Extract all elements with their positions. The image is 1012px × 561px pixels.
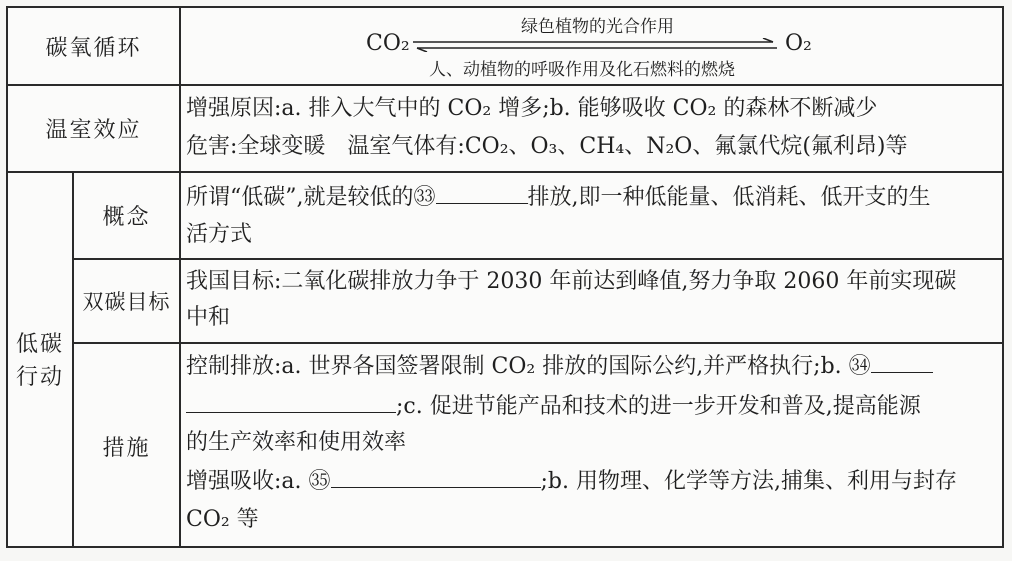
cycle-equation — [181, 8, 1004, 84]
blank-33[interactable] — [436, 183, 528, 204]
greenhouse-cause: 增强原因:a. 排入大气中的 CO₂ 增多;b. 能够吸收 CO₂ 的森林不断减少 — [186, 96, 878, 121]
col-divider-main — [179, 6, 181, 548]
blank-34[interactable] — [186, 392, 396, 413]
row-divider-4 — [72, 342, 1004, 344]
text-segment: 增强吸收:a. ㉟ — [186, 469, 331, 494]
label-text: 温室效应 — [45, 118, 142, 143]
measures-line4 — [186, 467, 957, 497]
row-label-greenhouse — [8, 86, 179, 171]
row-label-low-carbon — [8, 173, 72, 548]
label-text-line1: 低碳 — [15, 331, 64, 357]
sub-label-dual-carbon — [74, 260, 179, 342]
cycle-top-caption: 绿色植物的光合作用 — [521, 17, 674, 37]
row-label-carbon-cycle — [8, 8, 179, 84]
dual-carbon-line1: 我国目标:二氧化碳排放力争于 2030 年前达到峰值,努力争取 2060 年前实现碳 — [186, 269, 957, 294]
text-segment: 所谓“低碳”,就是较低的㉝ — [186, 185, 436, 210]
greenhouse-harm: 危害:全球变暖 温室气体有:CO₂、O₃、CH₄、N₂O、氟氯代烷(氟利昂)等 — [186, 134, 908, 159]
dual-carbon-line2: 中和 — [186, 305, 231, 330]
sub-label-measures — [74, 344, 179, 548]
label-text: 碳氧循环 — [45, 35, 142, 61]
label-text: 措施 — [102, 435, 151, 461]
text-segment: 控制排放:a. 世界各国签署限制 CO₂ 排放的国际公约,并严格执行;b. ㉞ — [186, 354, 871, 379]
row-divider-3 — [72, 258, 1004, 260]
measures-line5: CO₂ 等 — [186, 507, 259, 532]
blank-35[interactable] — [331, 467, 541, 488]
label-text: 概念 — [102, 205, 151, 230]
measures-line2 — [186, 392, 921, 422]
reversible-arrows — [409, 38, 781, 52]
measures-line3: 的生产效率和使用效率 — [186, 430, 407, 455]
blank-34-start[interactable] — [871, 352, 933, 373]
label-text-line2: 行动 — [15, 364, 64, 390]
co2-term: CO₂ — [366, 31, 410, 56]
measures-line1 — [186, 352, 933, 382]
o2-term: O₂ — [785, 31, 812, 56]
concept-line1 — [186, 183, 931, 213]
text-segment: ;c. 促进节能产品和技术的进一步开发和普及,提高能源 — [396, 394, 921, 419]
text-segment: ;b. 用物理、化学等方法,捕集、利用与封存 — [540, 469, 957, 494]
cycle-bottom-caption: 人、动植物的呼吸作用及化石燃料的燃烧 — [429, 60, 735, 80]
text-segment: 排放,即一种低能量、低消耗、低开支的生 — [527, 185, 931, 210]
sub-label-concept — [74, 173, 179, 258]
label-text: 双碳目标 — [82, 290, 171, 314]
concept-line2: 活方式 — [186, 222, 253, 247]
